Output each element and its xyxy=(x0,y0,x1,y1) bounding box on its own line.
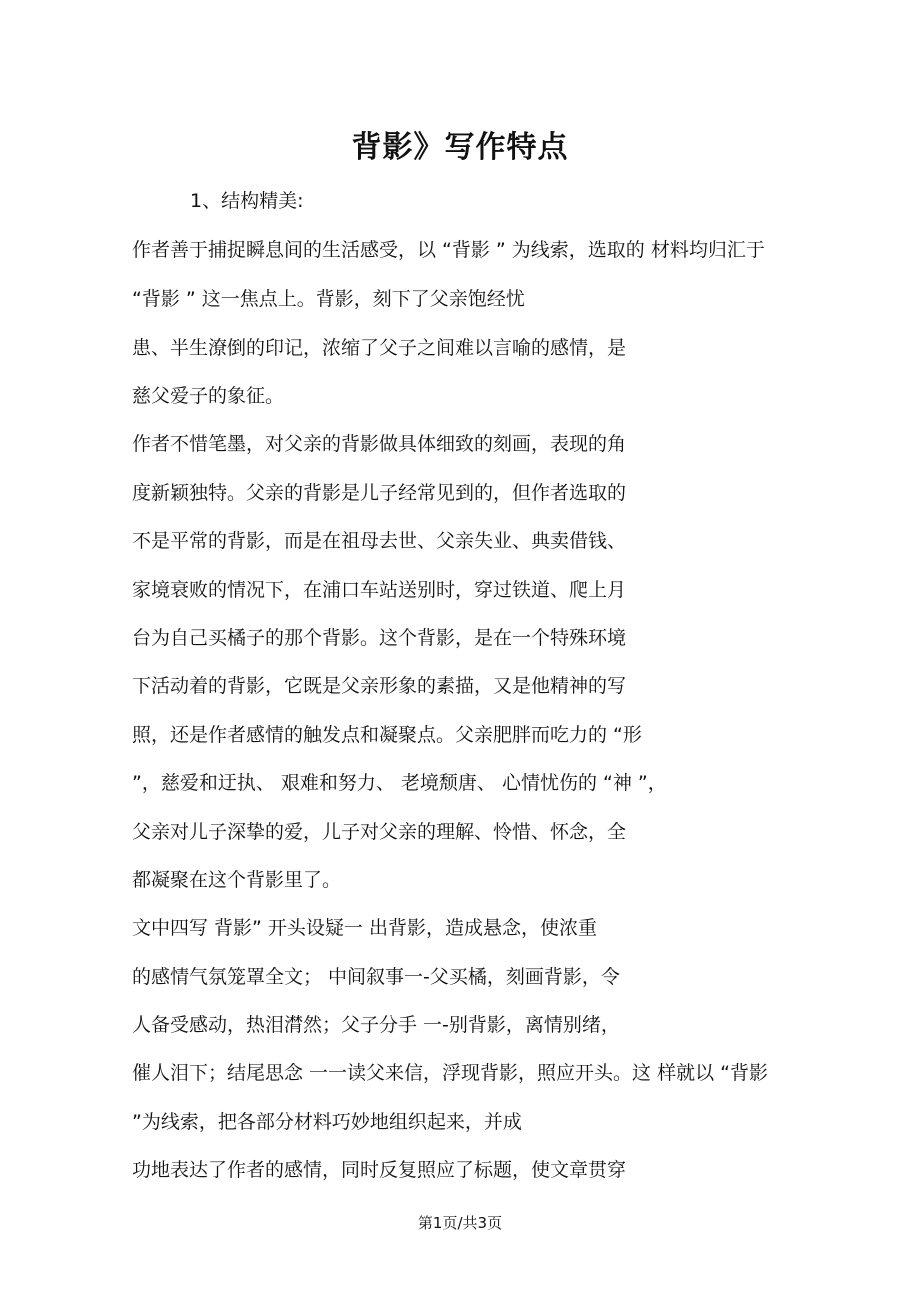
section-heading: 1、结构精美: xyxy=(190,190,304,212)
body-line: 都凝聚在这个背影里了。 xyxy=(132,869,342,891)
body-line: 度新颖独特。父亲的背影是儿子经常见到的，但作者选取的 xyxy=(132,482,627,504)
body-line: 慈父爱子的象征。 xyxy=(132,385,285,407)
body-line: ”，慈爱和迂执、 艰难和努力、 老境颓唐、 心情忧伤的 “神 ”， xyxy=(132,772,667,794)
body-line: 文中四写 背影” 开头设疑一 出背影，造成悬念，使浓重 xyxy=(132,917,597,939)
body-line: 的感情气氛笼罩全文； 中间叙事一-父买橘，刻画背影，令 xyxy=(132,966,620,988)
body-line: 下活动着的背影，它既是父亲形象的素描，又是他精神的写 xyxy=(132,675,627,697)
document-title: 背影》写作特点 xyxy=(351,130,569,165)
body-line: 台为自己买橘子的那个背影。这个背影，是在一个特殊环境 xyxy=(132,627,627,649)
body-line: 不是平常的背影，而是在祖母去世、父亲失业、典卖借钱、 xyxy=(132,530,627,552)
body-line: 作者善于捕捉瞬息间的生活感受，以 “背影 ” 为线索，选取的 材料均归汇于 xyxy=(132,239,765,261)
body-line: 催人泪下；结尾思念 一一读父来信，浮现背影，照应开头。这 样就以 “背影 xyxy=(132,1062,768,1084)
body-line: 照，还是作者感情的触发点和凝聚点。父亲肥胖而吃力的 “形 xyxy=(132,724,642,746)
body-line: 家境衰败的情况下，在浦口车站送别时，穿过铁道、爬上月 xyxy=(132,579,627,601)
body-line: 父亲对儿子深挚的爱，儿子对父亲的理解、怜惜、怀念，全 xyxy=(132,821,627,843)
body-line: 作者不惜笔墨，对父亲的背影做具体细致的刻画，表现的角 xyxy=(132,433,627,455)
body-line: “背影 ” 这一焦点上。背影，刻下了父亲饱经忧 xyxy=(132,288,525,310)
body-line: 患、半生潦倒的印记，浓缩了父子之间难以言喻的感情，是 xyxy=(132,337,627,359)
body-line: 功地表达了作者的感情，同时反复照应了标题，使文章贯穿 xyxy=(132,1159,627,1181)
body-line: 人备受感动，热泪潸然；父子分手 一-别背影，离情别绪， xyxy=(132,1014,620,1036)
body-line: ”为线索，把各部分材料巧妙地组织起来，并成 xyxy=(132,1111,522,1133)
page-number-footer: 第1页/共3页 xyxy=(417,1214,503,1232)
